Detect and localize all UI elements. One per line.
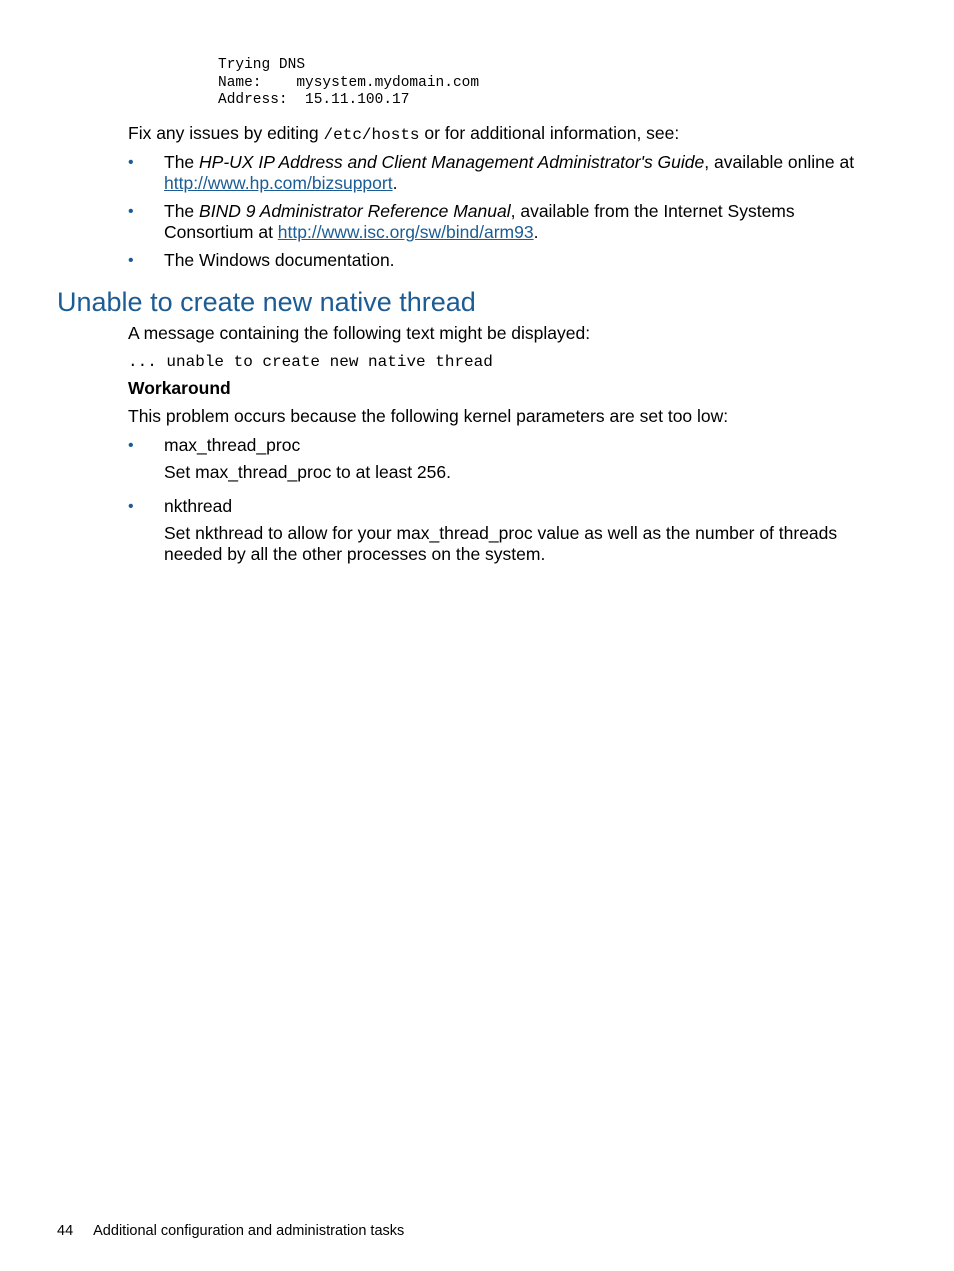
page-footer	[57, 1222, 404, 1240]
guide-title: HP-UX IP Address and Client Management Administrator's Guide	[199, 152, 705, 172]
code-line: Address: 15.11.100.17	[218, 92, 410, 108]
code-line: Trying DNS	[218, 57, 306, 73]
manual-title: BIND 9 Administrator Reference Manual	[199, 201, 511, 221]
bullet-icon: •	[128, 252, 134, 269]
intro-paragraph: Fix any issues by editing /etc/hosts or for additional information, see:	[128, 123, 680, 144]
section-heading: Unable to create new native thread	[57, 287, 476, 317]
code-line: Name: mysystem.mydomain.com	[218, 74, 480, 91]
hosts-file-path: /etc/hosts	[323, 126, 420, 144]
bullet-icon: •	[128, 498, 134, 515]
param-name: nkthread	[164, 496, 233, 516]
param-name: max_thread_proc	[164, 435, 301, 455]
error-message-code: ... unable to create new native thread	[128, 353, 493, 371]
bullet-icon: •	[128, 437, 134, 454]
problem-paragraph: This problem occurs because the following kernel parameters are set too low:	[128, 406, 729, 426]
page-number: 44	[57, 1223, 74, 1239]
list-item	[128, 435, 873, 483]
list-item: • The HP-UX IP Address and Client Management Administrator's Guide, available online at http://www.hp.com/bizsupport.	[128, 152, 855, 193]
bullet-icon: •	[128, 203, 134, 220]
list-item: • The Windows documentation.	[128, 250, 395, 270]
hp-bizsupport-link[interactable]: http://www.hp.com/bizsupport	[164, 173, 393, 193]
param-description: Set nkthread to allow for your max_thread_proc value as well as the number of threads needed by all the other processes on the system.	[164, 523, 838, 564]
workaround-label: Workaround	[128, 378, 231, 398]
bullet-icon: •	[128, 154, 134, 171]
chapter-title: Additional configuration and administration tasks	[93, 1223, 405, 1239]
reference-list	[128, 152, 888, 271]
kernel-param-list	[128, 435, 873, 565]
list-item: • The BIND 9 Administrator Reference Manual, available from the Internet Systems Consortium at http://www.isc.org/sw/bind/arm93.	[128, 201, 795, 242]
dns-output-code-block	[218, 57, 479, 110]
param-description: Set max_thread_proc to at least 256.	[164, 462, 451, 482]
message-intro: A message containing the following text might be displayed:	[128, 323, 591, 343]
isc-bind-link[interactable]: http://www.isc.org/sw/bind/arm93	[277, 222, 534, 242]
list-item	[128, 496, 873, 565]
